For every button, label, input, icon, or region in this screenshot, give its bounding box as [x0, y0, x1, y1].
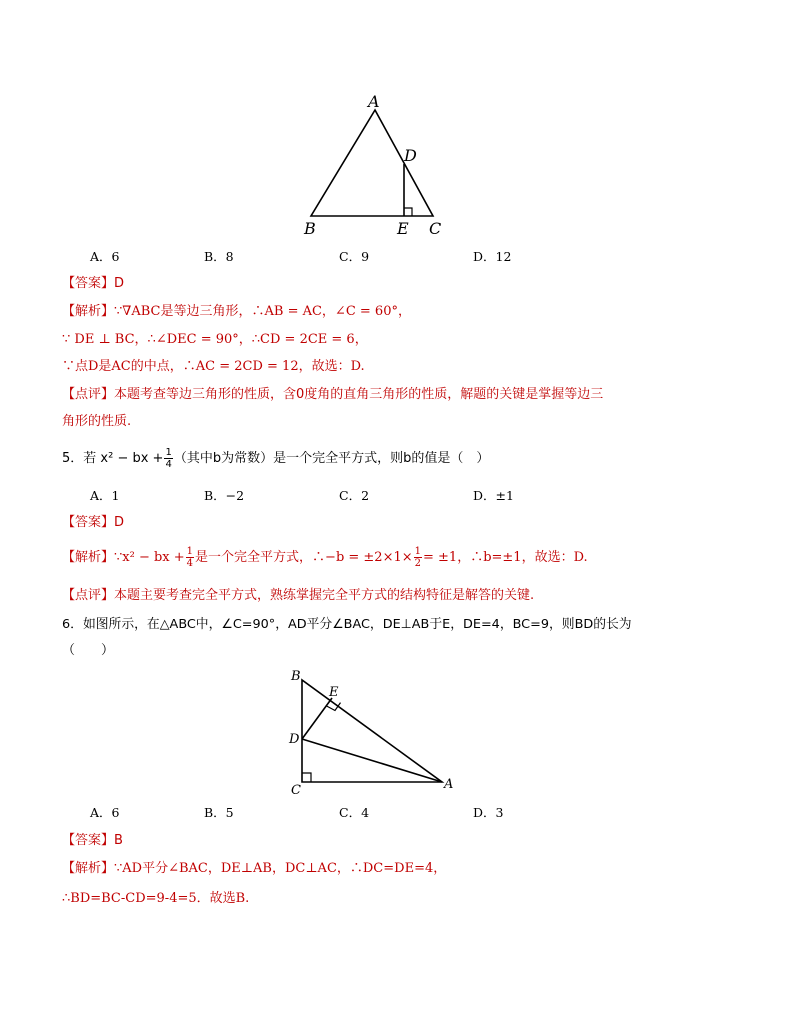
q6-answer-row [62, 832, 123, 850]
q5-comment-line [62, 587, 534, 605]
q5-stem [62, 447, 489, 470]
q5-comment-text: 本题主要考查完全平方式，熟练掌握完全平方式的结构特征是解答的关键. [114, 588, 535, 603]
q5-answer-tag: 【答案】 [62, 515, 115, 530]
q5-stem-frac-num: 1 [165, 447, 172, 458]
q5-analysis-frac2-num: 1 [414, 546, 422, 557]
q4-option-d: D．12 [473, 249, 512, 264]
q4-analysis-line-1 [62, 303, 411, 321]
q4-option-c: C．9 [339, 249, 370, 264]
q5-option-b: B．−2 [204, 488, 245, 503]
q6-triangle-abc [302, 680, 442, 782]
q5-analysis-a: ∵x² − bx + [114, 550, 185, 565]
q6-option-d: D．3 [473, 805, 504, 820]
q6-label-a: A [444, 777, 454, 792]
q5-analysis-b: 是一个完全平方式，∴−b = ±2×1× [195, 550, 413, 565]
q6-right-angle-mark-c [302, 773, 311, 782]
q6-answer-value: B [114, 833, 123, 848]
q6-segment-ad [302, 739, 442, 782]
q6-segment-de [302, 698, 332, 739]
q6-analysis-text-1: ∵AD平分∠BAC，DE⊥AB，DC⊥AC，∴DC=DE=4， [114, 861, 447, 876]
q4-comment-line-1 [62, 386, 603, 404]
q5-analysis-frac1-num: 1 [186, 546, 194, 557]
q6-label-b: B [291, 669, 301, 684]
q6-stem-line-1: 6．如图所示，在△ABC中，∠C=90°，AD平分∠BAC，DE⊥AB于E，DE=4，BC=9，则BD的长为 [62, 617, 632, 632]
q4-option-a: A．6 [90, 249, 120, 264]
q6-option-c: C．4 [339, 805, 370, 820]
q4-label-d: D [404, 146, 417, 165]
q6-analysis-line-2: ∴BD=BC-CD=9-4=5．故选B. [62, 891, 250, 906]
q4-answer-value: D [114, 276, 125, 291]
q5-option-c: C．2 [339, 488, 370, 503]
q4-comment-tag: 【点评】 [62, 387, 115, 402]
q4-answer-tag: 【答案】 [62, 276, 115, 291]
q5-comment-tag: 【点评】 [62, 588, 115, 603]
q6-stem-line-2: （ ） [62, 643, 115, 658]
q5-option-d: D．±1 [473, 488, 514, 503]
q4-right-angle-mark [404, 208, 412, 216]
q4-comment-text-1: 本题考查等边三角形的性质，含0度角的直角三角形的性质，解题的关键是掌握等边三 [114, 387, 604, 402]
q4-triangle-figure [296, 88, 456, 240]
q6-label-d: D [289, 732, 300, 747]
q5-analysis-fraction-1 [186, 546, 194, 569]
q5-analysis-c: = ±1，∴b=±1，故选：D. [423, 550, 588, 565]
q4-analysis-line-3: ∵点D是AC的中点，∴AC = 2CD = 12，故选：D. [62, 359, 365, 374]
q4-label-c: C [429, 219, 442, 238]
q4-analysis-line-2: ∵ DE ⊥ BC，∴∠DEC = 90°，∴CD = 2CE = 6， [62, 332, 368, 347]
q5-stem-suffix: （其中b为常数）是一个完全平方式，则b的值是（ ） [173, 451, 490, 466]
q4-option-b: B．8 [204, 249, 234, 264]
q5-analysis-frac2-den: 2 [414, 558, 422, 569]
q4-answer-row [62, 275, 124, 293]
q4-label-e: E [397, 219, 409, 238]
q5-analysis-line [62, 546, 588, 569]
q6-analysis-tag: 【解析】 [62, 861, 115, 876]
q6-answer-tag: 【答案】 [62, 833, 115, 848]
q5-analysis-frac1-den: 4 [186, 558, 194, 569]
q4-label-a: A [368, 92, 380, 111]
q5-stem-fraction [164, 447, 172, 470]
q6-label-c: C [291, 783, 301, 798]
q6-analysis-line-1 [62, 860, 446, 878]
q5-analysis-fraction-2 [414, 546, 422, 569]
q5-option-a: A．1 [90, 488, 120, 503]
q6-option-b: B．5 [204, 805, 234, 820]
q5-stem-frac-den: 4 [165, 459, 172, 470]
q5-analysis-tag: 【解析】 [62, 550, 115, 565]
q5-stem-prefix: 5．若 x² − bx + [62, 451, 164, 466]
q6-triangle-figure [282, 664, 462, 798]
q4-analysis-tag: 【解析】 [62, 304, 115, 319]
q5-answer-value: D [114, 515, 125, 530]
q4-comment-line-2: 角形的性质. [62, 414, 132, 429]
q4-analysis-text-1: ∵∇ABC是等边三角形，∴AB = AC，∠C = 60°， [114, 304, 411, 319]
q6-label-e: E [329, 685, 339, 700]
q5-answer-row [62, 514, 124, 532]
q6-option-a: A．6 [90, 805, 120, 820]
q4-label-b: B [304, 219, 316, 238]
